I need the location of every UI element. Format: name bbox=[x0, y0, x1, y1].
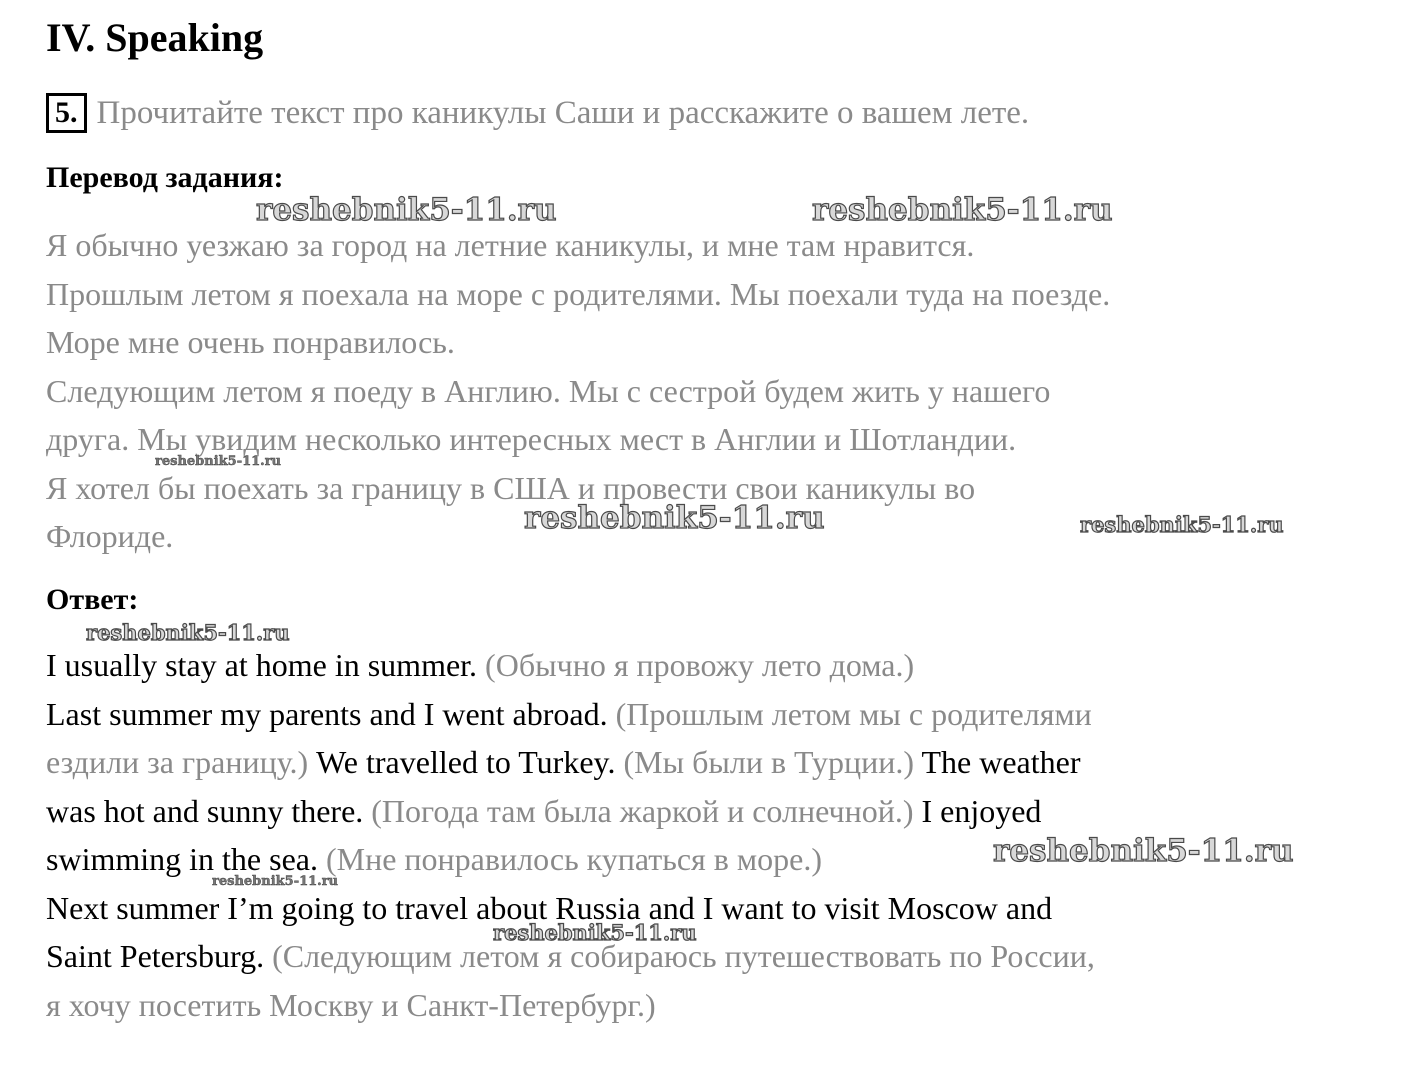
watermark: reshebnik5-11.ru bbox=[212, 874, 339, 889]
answer-russian-segment: (Мы были в Турции.) bbox=[623, 744, 922, 780]
watermark: reshebnik5-11.ru bbox=[86, 620, 290, 645]
answer-line bbox=[46, 884, 1376, 933]
translation-line: Следующим летом я поеду в Англию. Мы с сестрой будем жить у нашего bbox=[46, 372, 1051, 409]
translation-heading: Перевод задания: bbox=[46, 161, 284, 194]
answer-russian-segment: (Прошлым летом мы с родителями bbox=[615, 695, 1092, 732]
answer-line bbox=[46, 641, 1376, 690]
answer-russian-segment: ездили за границу.) bbox=[46, 744, 317, 780]
answer-english-segment: was hot and sunny there. bbox=[46, 792, 372, 829]
watermark: reshebnik5-11.ru bbox=[155, 454, 282, 469]
page-title: IV. Speaking bbox=[46, 15, 264, 60]
translation-line: Флориде. bbox=[46, 518, 174, 554]
answer-english-segment: swimming in the sea. bbox=[46, 841, 326, 877]
answer-line bbox=[46, 932, 1376, 981]
answer-russian-segment: я хочу посетить Москву и Санкт-Петербург.) bbox=[46, 986, 656, 1023]
watermark: reshebnik5-11.ru bbox=[812, 192, 1113, 228]
answer-line bbox=[46, 981, 1376, 1030]
answer-russian-segment: (Следующим летом я собираюсь путешествовать по России, bbox=[272, 938, 1095, 974]
translation-line: Я хотел бы поехать за границу в США и провести свои каникулы во bbox=[46, 469, 976, 506]
watermark: reshebnik5-11.ru bbox=[993, 833, 1294, 869]
answer-heading: Ответ: bbox=[46, 583, 139, 616]
translation-line: Прошлым летом я поехала на море с родителями. Мы поехали туда на поезде. bbox=[46, 275, 1111, 312]
answer-english-segment: Saint Petersburg. bbox=[46, 938, 273, 974]
task-instruction: Прочитайте текст про каникулы Саши и расскажите о вашем лете. bbox=[96, 94, 1030, 131]
translation-line: Я обычно уезжаю за город на летние каникулы, и мне там нравится. bbox=[46, 227, 975, 263]
answer-russian-segment: (Обычно я провожу лето дома.) bbox=[485, 647, 915, 683]
translation-line: друга. Мы увидим несколько интересных мест в Англии и Шотландии. bbox=[46, 421, 1017, 457]
task-number-badge: 5. bbox=[46, 93, 87, 133]
translation-line: Море мне очень понравилось. bbox=[46, 324, 455, 360]
watermark: reshebnik5-11.ru bbox=[256, 192, 557, 228]
answer-english-segment: The weather bbox=[921, 744, 1081, 780]
answer-english-segment: We travelled to Turkey. bbox=[316, 744, 624, 780]
task-line bbox=[46, 90, 1029, 136]
answer-english-segment: I enjoyed bbox=[921, 792, 1042, 829]
answer-english-segment: Last summer my parents and I went abroad. bbox=[46, 695, 616, 732]
watermark: reshebnik5-11.ru bbox=[493, 920, 697, 945]
answer-english-segment: I usually stay at home in summer. bbox=[46, 647, 486, 683]
watermark: reshebnik5-11.ru bbox=[1080, 512, 1284, 537]
watermark: reshebnik5-11.ru bbox=[524, 500, 825, 536]
answer-english-segment: Next summer I’m going to travel about Russia and I want to visit Moscow and bbox=[46, 889, 1053, 926]
answer-russian-segment: (Мне понравилось купаться в море.) bbox=[325, 841, 822, 877]
answer-line bbox=[46, 787, 1376, 836]
answer-line bbox=[46, 738, 1376, 787]
answer-line bbox=[46, 690, 1376, 739]
answer-russian-segment: (Погода там была жаркой и солнечной.) bbox=[371, 792, 922, 829]
